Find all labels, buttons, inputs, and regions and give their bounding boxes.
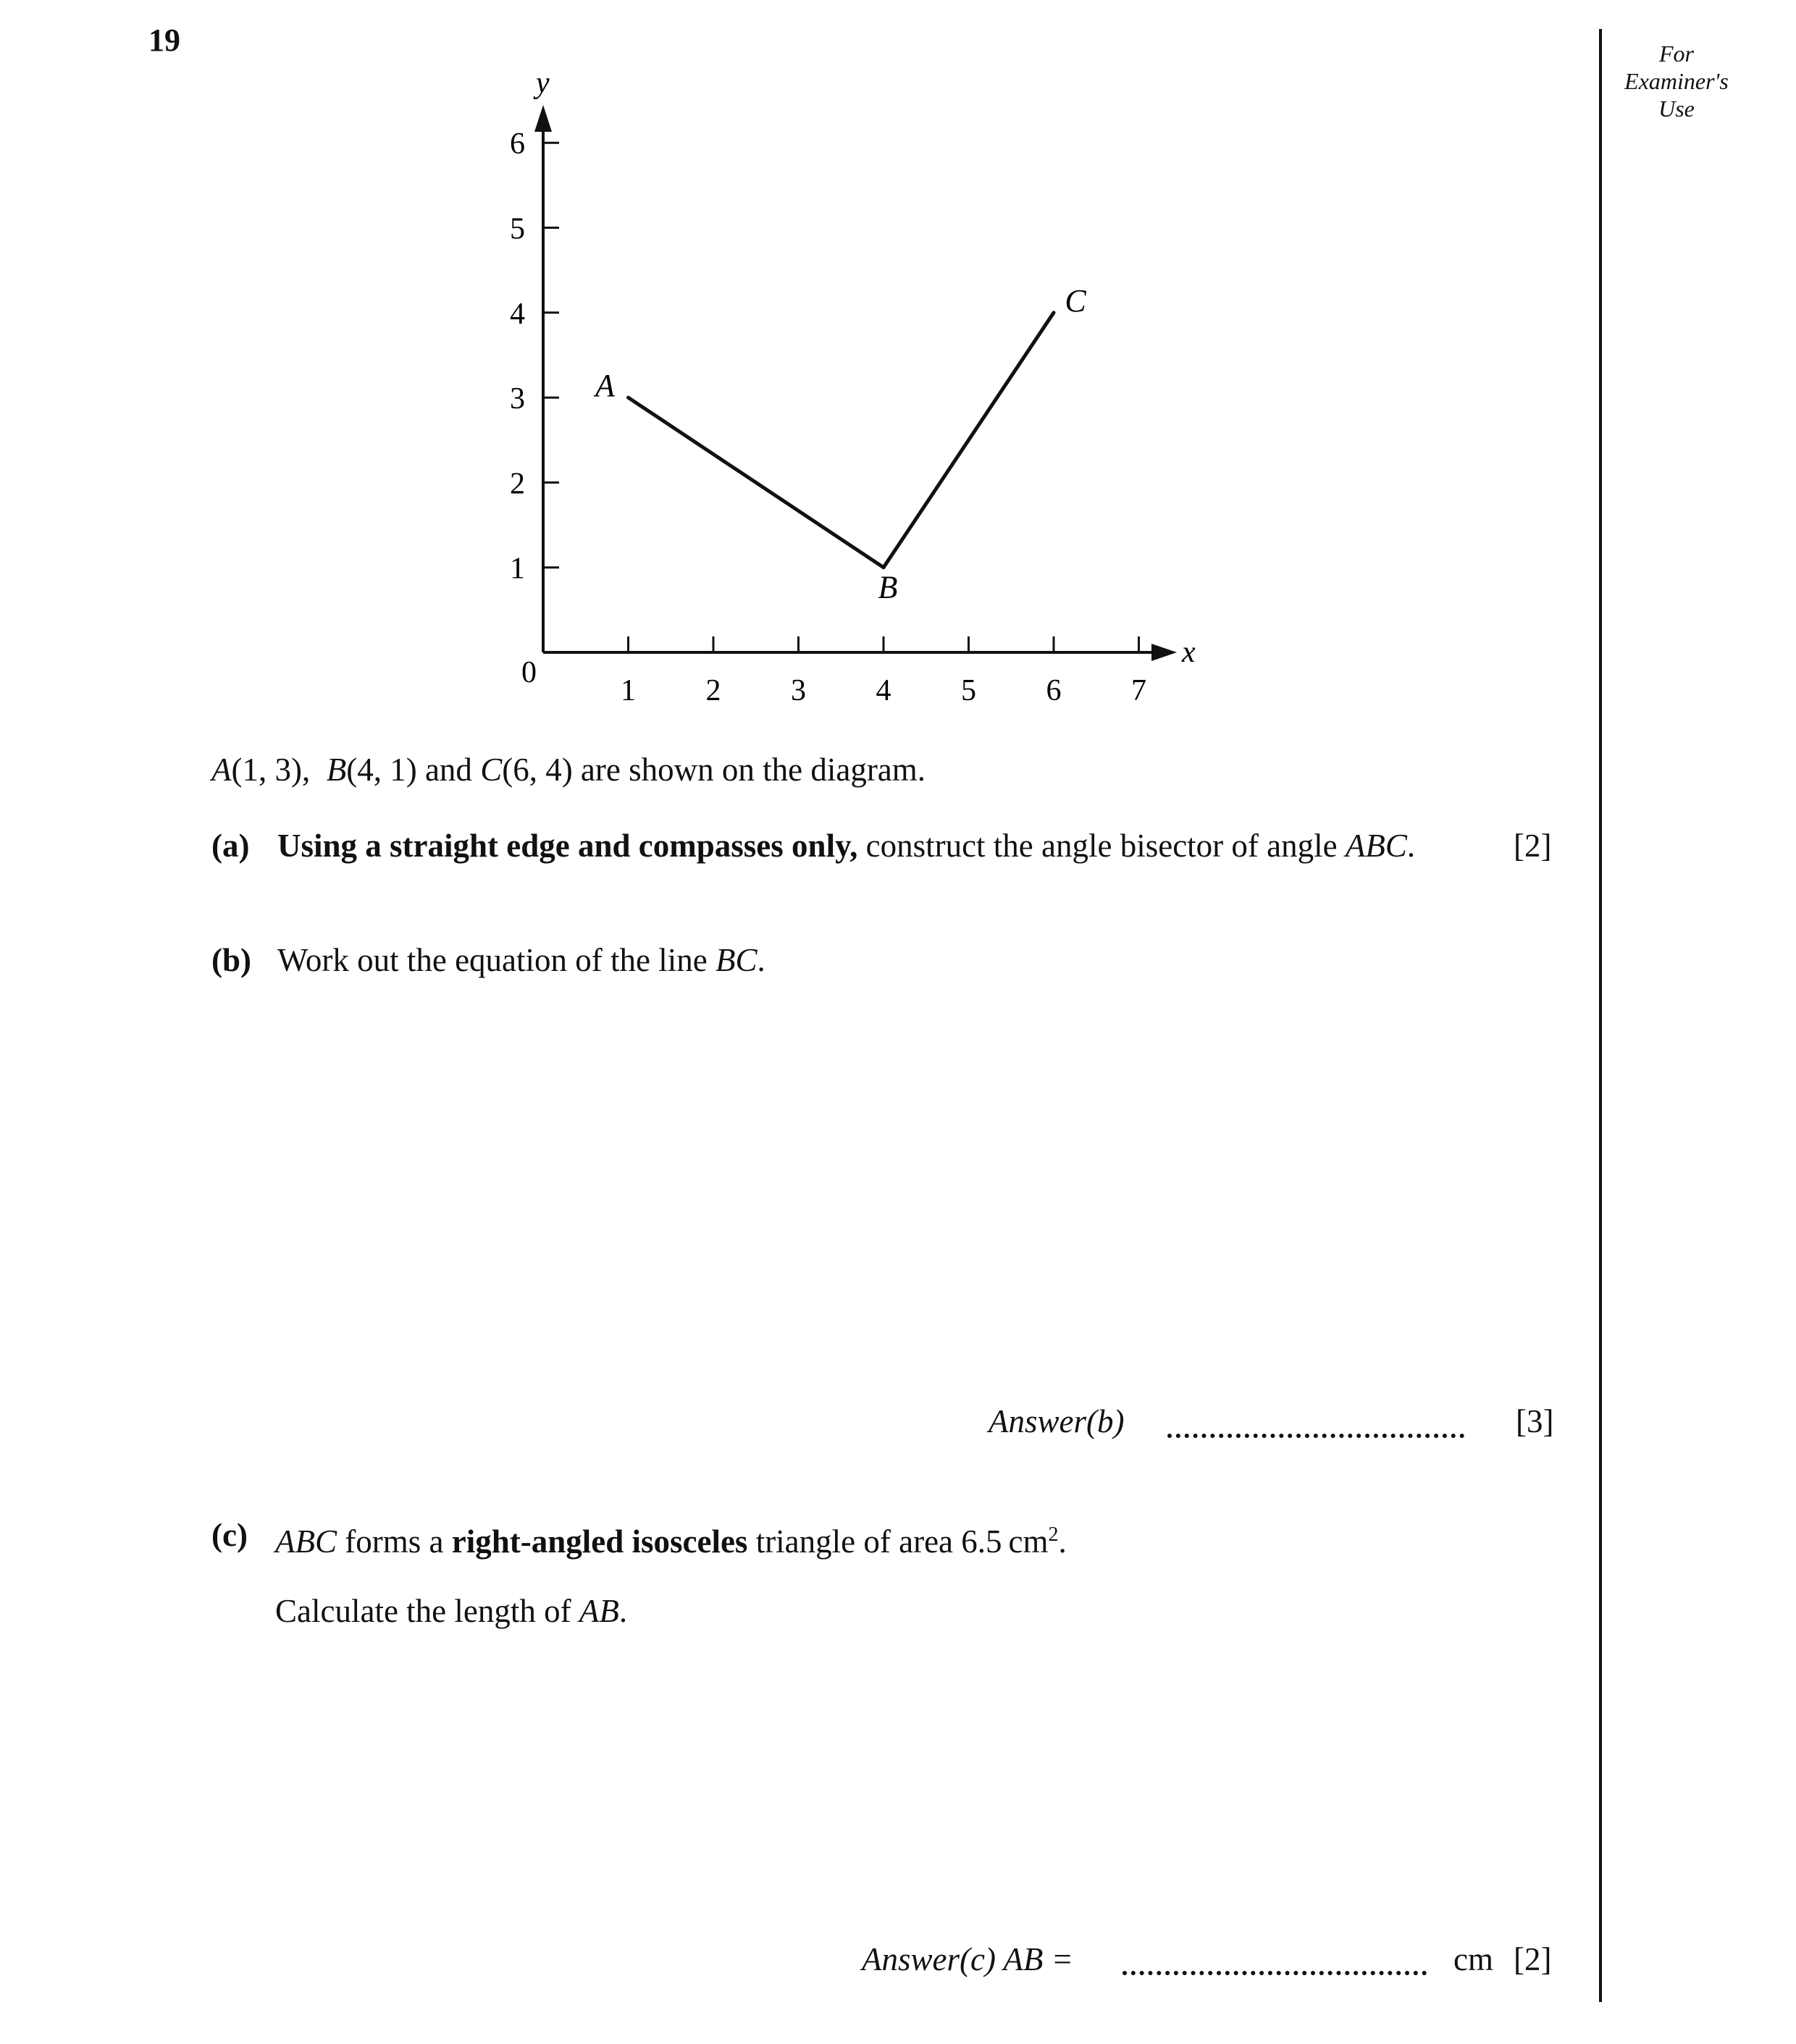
x-tick-label: 6 [1046, 674, 1062, 707]
intro-sentence [211, 749, 926, 790]
x-axis-label: x [1182, 636, 1196, 669]
point-label-c: C [1065, 282, 1086, 319]
part-a-bold: Using a straight edge and compasses only, [277, 828, 858, 864]
part-c-bold: right-angled isosceles [451, 1523, 748, 1560]
part-c-text2: triangle of area 6.5 cm [747, 1523, 1049, 1560]
part-c-marks: [2] [1514, 1941, 1552, 1977]
part-c-label: (c) [211, 1517, 248, 1553]
part-a-label: (a) [211, 828, 250, 864]
intro-b-coords: (4, 1) and [346, 752, 472, 788]
x-axis-arrow-icon [1151, 644, 1177, 661]
examiner-line-3: Use [1658, 96, 1695, 122]
y-tick-label: 2 [510, 467, 525, 501]
x-tick-label: 3 [791, 674, 806, 707]
segment-ab [629, 398, 884, 568]
y-tick-label: 4 [510, 297, 525, 331]
answer-c-field[interactable] [1122, 1971, 1427, 1975]
answer-b-field[interactable] [1167, 1434, 1464, 1438]
y-tick-label: 1 [510, 552, 525, 586]
part-b-end: . [757, 942, 765, 978]
intro-c-coords: (6, 4) are shown on the diagram. [502, 752, 926, 788]
intro-point-a: A [211, 752, 232, 788]
question-number: 19 [148, 22, 180, 58]
x-tick-label: 7 [1131, 674, 1146, 707]
answer-b-label: Answer(b) [989, 1403, 1125, 1439]
examiner-line-2: Examiner's [1624, 68, 1729, 94]
part-a-question [277, 825, 1415, 866]
part-b-italic: BC [715, 942, 758, 978]
part-c-sup: 2 [1048, 1523, 1059, 1546]
part-a-marks: [2] [1514, 828, 1552, 864]
y-axis-label: y [536, 67, 550, 100]
point-label-b: B [878, 569, 898, 605]
y-axis-arrow-icon [534, 105, 552, 132]
x-tick-label: 4 [876, 674, 891, 707]
point-labels [593, 283, 1086, 605]
x-tick-label: 1 [621, 674, 636, 707]
intro-point-c: C [480, 752, 503, 788]
coordinate-diagram [0, 0, 1796, 724]
part-b-text: Work out the equation of the line [277, 942, 716, 978]
part-b-label: (b) [211, 942, 251, 978]
y-tick-label: 6 [510, 127, 525, 161]
intro-a-coords: (1, 3), [231, 752, 311, 788]
part-b-marks: [3] [1516, 1403, 1554, 1439]
y-ticks [510, 127, 559, 586]
part-c-italic: ABC [275, 1523, 337, 1560]
examiner-line-1: For [1659, 41, 1694, 67]
part-c-line2-text: Calculate the length of [275, 1593, 579, 1629]
answer-c-unit: cm [1453, 1941, 1493, 1977]
part-c-end: . [1058, 1523, 1067, 1560]
origin-label: 0 [521, 656, 537, 689]
segment-bc [884, 313, 1054, 568]
part-a-italic: ABC [1345, 828, 1407, 864]
part-c-instruction [275, 1591, 627, 1631]
part-c-line2-italic: AB [579, 1593, 619, 1629]
part-b-question [277, 940, 765, 980]
part-a-end: . [1406, 828, 1416, 864]
point-label-a: A [595, 368, 615, 404]
segments [629, 313, 1054, 568]
part-c-question [275, 1515, 1067, 1562]
part-c-text1: forms a [337, 1523, 452, 1560]
x-tick-label: 2 [705, 674, 721, 707]
y-tick-label: 5 [510, 212, 525, 246]
x-ticks [621, 636, 1146, 707]
part-c-line2-end: . [618, 1593, 628, 1629]
x-tick-label: 5 [961, 674, 976, 707]
intro-point-b: B [326, 752, 347, 788]
answer-c-label: Answer(c) AB = [862, 1941, 1073, 1977]
y-tick-label: 3 [510, 382, 525, 416]
part-a-text: construct the angle bisector of angle [857, 828, 1346, 864]
